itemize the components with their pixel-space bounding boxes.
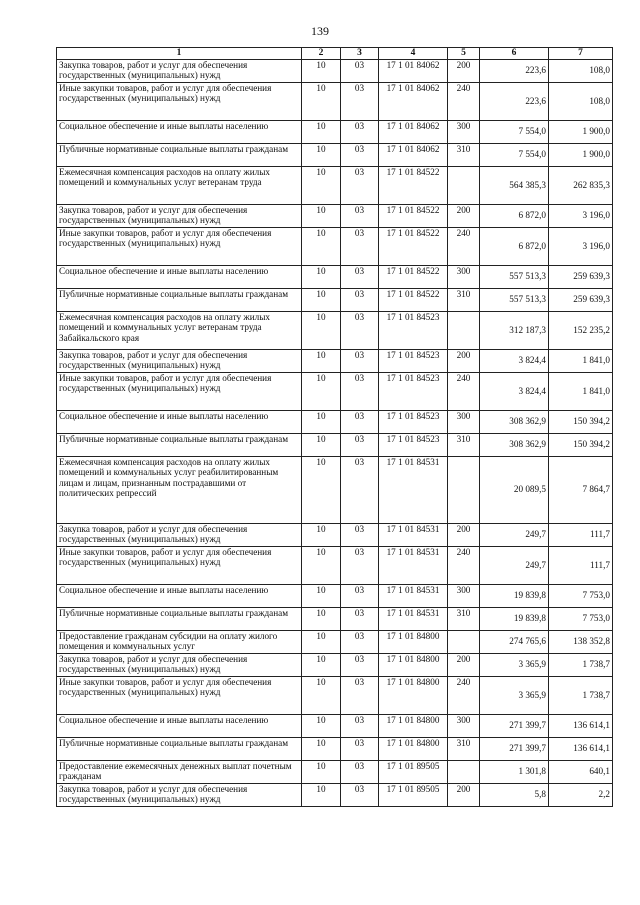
amount-year-1: 7 554,0 <box>480 143 549 166</box>
expense-type-code: 310 <box>448 433 480 456</box>
subsection-code: 03 <box>341 433 379 456</box>
section-code: 10 <box>302 607 341 630</box>
target-article-code: 17 1 01 89505 <box>379 783 448 806</box>
amount-year-1: 223,6 <box>480 59 549 82</box>
column-header-1: 1 <box>57 48 302 60</box>
target-article-code: 17 1 01 84522 <box>379 166 448 204</box>
subsection-code: 03 <box>341 120 379 143</box>
row-label: Предоставление гражданам субсидии на оплату жилого помещения и коммунальных услуг <box>57 630 302 653</box>
row-label: Закупка товаров, работ и услуг для обеспечения государственных (муниципальных) нужд <box>57 204 302 227</box>
table-row <box>57 120 613 143</box>
table-row <box>57 760 613 783</box>
amount-year-2: 1 738,7 <box>549 653 613 676</box>
expense-type-code: 310 <box>448 288 480 311</box>
amount-year-2: 259 639,3 <box>549 265 613 288</box>
section-code: 10 <box>302 523 341 546</box>
amount-year-2: 7 753,0 <box>549 607 613 630</box>
amount-year-2: 150 394,2 <box>549 433 613 456</box>
amount-year-1: 5,8 <box>480 783 549 806</box>
amount-year-1: 3 824,4 <box>480 372 549 410</box>
target-article-code: 17 1 01 84531 <box>379 456 448 523</box>
subsection-code: 03 <box>341 783 379 806</box>
amount-year-1: 223,6 <box>480 82 549 120</box>
amount-year-1: 6 872,0 <box>480 204 549 227</box>
section-code: 10 <box>302 227 341 265</box>
expense-type-code: 310 <box>448 607 480 630</box>
expense-type-code: 200 <box>448 783 480 806</box>
target-article-code: 17 1 01 84522 <box>379 204 448 227</box>
subsection-code: 03 <box>341 714 379 737</box>
table-row <box>57 311 613 349</box>
section-code: 10 <box>302 311 341 349</box>
amount-year-1: 249,7 <box>480 523 549 546</box>
expense-type-code: 240 <box>448 372 480 410</box>
row-label: Социальное обеспечение и иные выплаты населению <box>57 714 302 737</box>
table-row <box>57 676 613 714</box>
amount-year-2: 138 352,8 <box>549 630 613 653</box>
expense-type-code <box>448 456 480 523</box>
amount-year-1: 19 839,8 <box>480 607 549 630</box>
amount-year-1: 557 513,3 <box>480 265 549 288</box>
subsection-code: 03 <box>341 59 379 82</box>
amount-year-2: 7 864,7 <box>549 456 613 523</box>
table-row <box>57 82 613 120</box>
table-row <box>57 372 613 410</box>
expense-type-code <box>448 166 480 204</box>
amount-year-1: 308 362,9 <box>480 433 549 456</box>
target-article-code: 17 1 01 84523 <box>379 349 448 372</box>
section-code: 10 <box>302 410 341 433</box>
expense-type-code: 240 <box>448 82 480 120</box>
table-row <box>57 737 613 760</box>
section-code: 10 <box>302 82 341 120</box>
subsection-code: 03 <box>341 410 379 433</box>
target-article-code: 17 1 01 84523 <box>379 311 448 349</box>
subsection-code: 03 <box>341 456 379 523</box>
target-article-code: 17 1 01 84531 <box>379 546 448 584</box>
amount-year-2: 1 841,0 <box>549 349 613 372</box>
section-code: 10 <box>302 714 341 737</box>
row-label: Социальное обеспечение и иные выплаты населению <box>57 120 302 143</box>
row-label: Иные закупки товаров, работ и услуг для обеспечения государственных (муниципальных) нужд <box>57 546 302 584</box>
row-label: Закупка товаров, работ и услуг для обеспечения государственных (муниципальных) нужд <box>57 59 302 82</box>
expense-type-code <box>448 311 480 349</box>
amount-year-2: 111,7 <box>549 523 613 546</box>
target-article-code: 17 1 01 84800 <box>379 630 448 653</box>
amount-year-1: 564 385,3 <box>480 166 549 204</box>
row-label: Закупка товаров, работ и услуг для обеспечения государственных (муниципальных) нужд <box>57 523 302 546</box>
expense-type-code: 200 <box>448 523 480 546</box>
table-row <box>57 433 613 456</box>
target-article-code: 17 1 01 84522 <box>379 227 448 265</box>
row-label: Публичные нормативные социальные выплаты гражданам <box>57 143 302 166</box>
target-article-code: 17 1 01 84523 <box>379 372 448 410</box>
row-label: Публичные нормативные социальные выплаты гражданам <box>57 607 302 630</box>
row-label: Иные закупки товаров, работ и услуг для обеспечения государственных (муниципальных) нужд <box>57 372 302 410</box>
amount-year-1: 271 399,7 <box>480 714 549 737</box>
section-code: 10 <box>302 372 341 410</box>
subsection-code: 03 <box>341 372 379 410</box>
section-code: 10 <box>302 349 341 372</box>
table-row <box>57 265 613 288</box>
amount-year-1: 271 399,7 <box>480 737 549 760</box>
section-code: 10 <box>302 676 341 714</box>
amount-year-1: 6 872,0 <box>480 227 549 265</box>
table-row <box>57 288 613 311</box>
row-label: Закупка товаров, работ и услуг для обеспечения государственных (муниципальных) нужд <box>57 783 302 806</box>
amount-year-2: 150 394,2 <box>549 410 613 433</box>
target-article-code: 17 1 01 84062 <box>379 82 448 120</box>
amount-year-1: 3 365,9 <box>480 676 549 714</box>
row-label: Иные закупки товаров, работ и услуг для обеспечения государственных (муниципальных) нужд <box>57 82 302 120</box>
expense-type-code: 240 <box>448 227 480 265</box>
subsection-code: 03 <box>341 653 379 676</box>
expense-type-code: 240 <box>448 546 480 584</box>
section-code: 10 <box>302 120 341 143</box>
subsection-code: 03 <box>341 607 379 630</box>
section-code: 10 <box>302 166 341 204</box>
table-row <box>57 607 613 630</box>
expense-type-code: 300 <box>448 410 480 433</box>
expense-type-code: 300 <box>448 584 480 607</box>
expense-type-code: 310 <box>448 143 480 166</box>
amount-year-2: 136 614,1 <box>549 737 613 760</box>
amount-year-1: 3 824,4 <box>480 349 549 372</box>
column-header-6: 6 <box>480 48 549 60</box>
amount-year-1: 20 089,5 <box>480 456 549 523</box>
table-row <box>57 783 613 806</box>
column-header-4: 4 <box>379 48 448 60</box>
section-code: 10 <box>302 59 341 82</box>
row-label: Закупка товаров, работ и услуг для обеспечения государственных (муниципальных) нужд <box>57 653 302 676</box>
subsection-code: 03 <box>341 288 379 311</box>
table-row <box>57 546 613 584</box>
target-article-code: 17 1 01 84062 <box>379 120 448 143</box>
expense-type-code: 310 <box>448 737 480 760</box>
amount-year-2: 111,7 <box>549 546 613 584</box>
amount-year-2: 1 900,0 <box>549 120 613 143</box>
section-code: 10 <box>302 760 341 783</box>
expense-type-code: 200 <box>448 204 480 227</box>
target-article-code: 17 1 01 84062 <box>379 59 448 82</box>
target-article-code: 17 1 01 84523 <box>379 433 448 456</box>
target-article-code: 17 1 01 84062 <box>379 143 448 166</box>
expense-type-code: 300 <box>448 120 480 143</box>
amount-year-1: 19 839,8 <box>480 584 549 607</box>
subsection-code: 03 <box>341 82 379 120</box>
target-article-code: 17 1 01 84800 <box>379 653 448 676</box>
subsection-code: 03 <box>341 166 379 204</box>
subsection-code: 03 <box>341 546 379 584</box>
column-header-5: 5 <box>448 48 480 60</box>
table-row <box>57 456 613 523</box>
column-header-7: 7 <box>549 48 613 60</box>
section-code: 10 <box>302 143 341 166</box>
amount-year-1: 249,7 <box>480 546 549 584</box>
subsection-code: 03 <box>341 143 379 166</box>
expense-type-code: 300 <box>448 265 480 288</box>
amount-year-1: 1 301,8 <box>480 760 549 783</box>
amount-year-2: 136 614,1 <box>549 714 613 737</box>
expense-type-code: 240 <box>448 676 480 714</box>
amount-year-2: 3 196,0 <box>549 227 613 265</box>
table-body <box>57 59 613 806</box>
amount-year-2: 1 841,0 <box>549 372 613 410</box>
amount-year-2: 1 900,0 <box>549 143 613 166</box>
column-header-2: 2 <box>302 48 341 60</box>
amount-year-1: 557 513,3 <box>480 288 549 311</box>
subsection-code: 03 <box>341 676 379 714</box>
row-label: Ежемесячная компенсация расходов на оплату жилых помещений и коммунальных услуг ветеранам труда Забайкальского края <box>57 311 302 349</box>
target-article-code: 17 1 01 84523 <box>379 410 448 433</box>
section-code: 10 <box>302 433 341 456</box>
amount-year-1: 312 187,3 <box>480 311 549 349</box>
row-label: Социальное обеспечение и иные выплаты населению <box>57 265 302 288</box>
subsection-code: 03 <box>341 349 379 372</box>
subsection-code: 03 <box>341 760 379 783</box>
subsection-code: 03 <box>341 584 379 607</box>
amount-year-2: 7 753,0 <box>549 584 613 607</box>
expense-type-code <box>448 760 480 783</box>
target-article-code: 17 1 01 84531 <box>379 584 448 607</box>
table-row <box>57 523 613 546</box>
table-row <box>57 349 613 372</box>
subsection-code: 03 <box>341 265 379 288</box>
table-row <box>57 630 613 653</box>
target-article-code: 17 1 01 84522 <box>379 288 448 311</box>
amount-year-1: 3 365,9 <box>480 653 549 676</box>
expense-type-code: 300 <box>448 714 480 737</box>
row-label: Публичные нормативные социальные выплаты гражданам <box>57 288 302 311</box>
expense-type-code: 200 <box>448 59 480 82</box>
target-article-code: 17 1 01 89505 <box>379 760 448 783</box>
table-row <box>57 653 613 676</box>
table-row <box>57 410 613 433</box>
row-label: Закупка товаров, работ и услуг для обеспечения государственных (муниципальных) нужд <box>57 349 302 372</box>
subsection-code: 03 <box>341 227 379 265</box>
table-row <box>57 714 613 737</box>
row-label: Социальное обеспечение и иные выплаты населению <box>57 584 302 607</box>
subsection-code: 03 <box>341 523 379 546</box>
budget-table <box>56 47 613 807</box>
amount-year-2: 640,1 <box>549 760 613 783</box>
row-label: Ежемесячная компенсация расходов на оплату жилых помещений и коммунальных услуг реабилитированным лицам и лицам, признанным пострадавшими от политических репрессий <box>57 456 302 523</box>
target-article-code: 17 1 01 84800 <box>379 737 448 760</box>
table-row <box>57 204 613 227</box>
table-row <box>57 166 613 204</box>
section-code: 10 <box>302 653 341 676</box>
table-row <box>57 227 613 265</box>
row-label: Ежемесячная компенсация расходов на оплату жилых помещений и коммунальных услуг ветеранам труда <box>57 166 302 204</box>
expense-type-code: 200 <box>448 349 480 372</box>
amount-year-2: 262 835,3 <box>549 166 613 204</box>
subsection-code: 03 <box>341 311 379 349</box>
row-label: Иные закупки товаров, работ и услуг для обеспечения государственных (муниципальных) нужд <box>57 676 302 714</box>
target-article-code: 17 1 01 84800 <box>379 676 448 714</box>
header-row <box>57 48 613 60</box>
amount-year-2: 152 235,2 <box>549 311 613 349</box>
row-label: Публичные нормативные социальные выплаты гражданам <box>57 433 302 456</box>
target-article-code: 17 1 01 84531 <box>379 523 448 546</box>
section-code: 10 <box>302 584 341 607</box>
amount-year-2: 1 738,7 <box>549 676 613 714</box>
subsection-code: 03 <box>341 204 379 227</box>
amount-year-2: 108,0 <box>549 59 613 82</box>
section-code: 10 <box>302 546 341 584</box>
amount-year-2: 259 639,3 <box>549 288 613 311</box>
column-header-3: 3 <box>341 48 379 60</box>
amount-year-2: 2,2 <box>549 783 613 806</box>
expense-type-code: 200 <box>448 653 480 676</box>
row-label: Иные закупки товаров, работ и услуг для обеспечения государственных (муниципальных) нужд <box>57 227 302 265</box>
amount-year-2: 108,0 <box>549 82 613 120</box>
table-row <box>57 59 613 82</box>
amount-year-1: 308 362,9 <box>480 410 549 433</box>
table-row <box>57 143 613 166</box>
section-code: 10 <box>302 737 341 760</box>
target-article-code: 17 1 01 84800 <box>379 714 448 737</box>
amount-year-1: 274 765,6 <box>480 630 549 653</box>
expense-type-code <box>448 630 480 653</box>
subsection-code: 03 <box>341 630 379 653</box>
target-article-code: 17 1 01 84522 <box>379 265 448 288</box>
section-code: 10 <box>302 783 341 806</box>
row-label: Предоставление ежемесячных денежных выплат почетным гражданам <box>57 760 302 783</box>
section-code: 10 <box>302 630 341 653</box>
section-code: 10 <box>302 204 341 227</box>
table-row <box>57 584 613 607</box>
row-label: Публичные нормативные социальные выплаты гражданам <box>57 737 302 760</box>
subsection-code: 03 <box>341 737 379 760</box>
section-code: 10 <box>302 288 341 311</box>
target-article-code: 17 1 01 84531 <box>379 607 448 630</box>
section-code: 10 <box>302 456 341 523</box>
section-code: 10 <box>302 265 341 288</box>
row-label: Социальное обеспечение и иные выплаты населению <box>57 410 302 433</box>
page-number: 139 <box>311 24 329 38</box>
amount-year-1: 7 554,0 <box>480 120 549 143</box>
amount-year-2: 3 196,0 <box>549 204 613 227</box>
